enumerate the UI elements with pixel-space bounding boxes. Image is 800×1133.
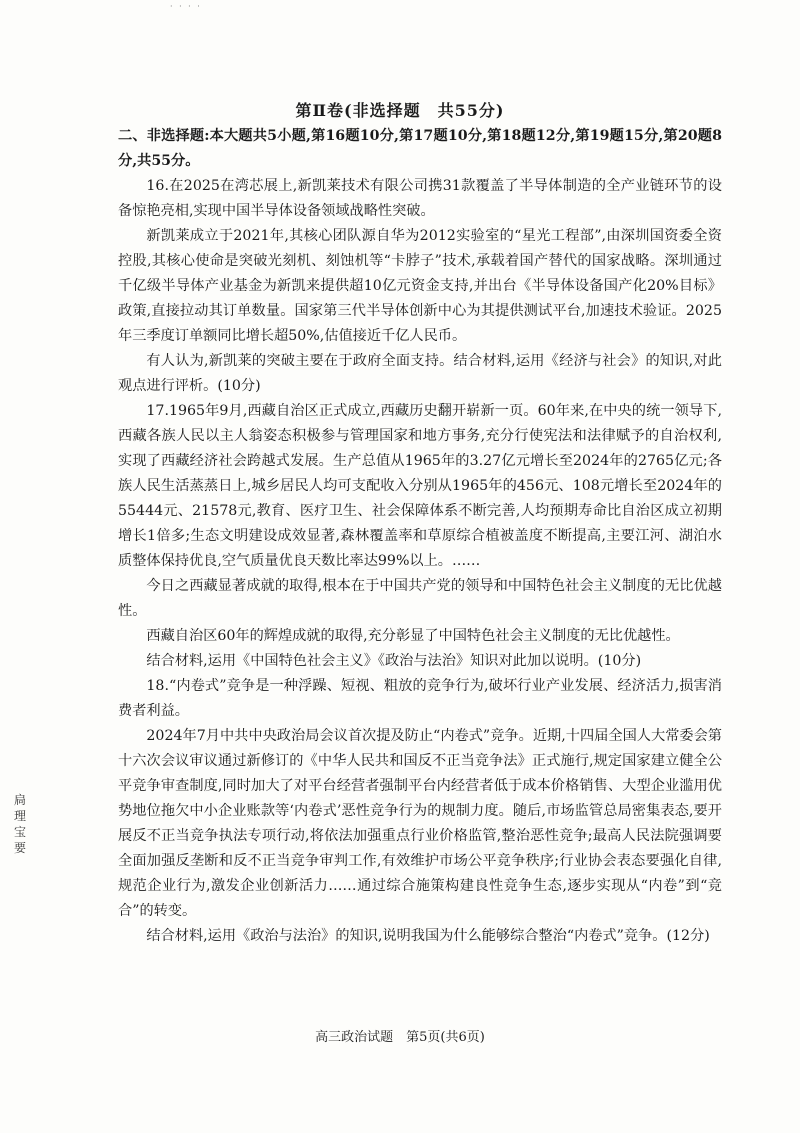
q18-intro: 18.“内卷式”竞争是一种浮躁、短视、粗放的竞争行为,破坏行业产业发展、经济活力,损害消费者利益。 [118,678,722,719]
q17-para2: 今日之西藏显著成就的取得,根本在于中国共产党的领导和中国特色社会主义制度的无比优越性。 [118,578,722,619]
top-mark: · · · · [170,2,202,11]
page-footer: 高三政治试题 第5页(共6页) [315,1030,485,1045]
q17-para3: 西藏自治区60年的辉煌成就的取得,充分彰显了中国特色社会主义制度的无比优越性。 [146,628,680,644]
q18-material: 2024年7月中共中央政治局会议首次提及防止“内卷式”竞争。近期,十四届全国人大常委会第十六次会议审议通过新修订的《中华人民共和国反不正当竞争法》正式施行,规定国家建立健全公平竞争审查制度,同时加大了对平台经营者强制平台内经营者低于成本价格销售、大型企业滥用优势地位拖欠中小企业账款等‘内卷式’恶性竞争行为的规制力度。随后,市场监管总局密集表态,要开展反不正当竞争执法专项行动,将依法加强重点行业价格监管,整治恶性竞争;最高人民法院强调要全面加强反垄断和反不正当竞争审判工作,有效维护市场公平竞争秩序;行业协会表态要强化自律,规范企业行为,激发企业创新活力……通过综合施策构建良性竞争生态,逐步实现从“内卷”到“竞合”的转变。 [118,728,722,919]
exam-content [118,124,722,949]
q18-question: 结合材料,运用《政治与法治》的知识,说明我国为什么能够综合整治“内卷式”竞争。(12分) [146,928,710,944]
q17-intro: 17.1965年9月,西藏自治区正式成立,西藏历史翻开崭新一页。60年来,在中央的统一领导下,西藏各族人民以主人翁姿态积极参与管理国家和地方事务,充分行使宪法和法律赋予的自治权利,实现了西藏经济社会跨越式发展。生产总值从1965年的3.27亿元增长至2024年的2765亿元;各族人民生活蒸蒸日上,城乡居民人均可支配收入分别从1965年的456元、108元增长至2024年的55444元、21578元,教育、医疗卫生、社会保障体系不断完善,人均预期寿命比自治区成立初期增长1倍多;生态文明建设成效显著,森林覆盖率和草原综合植被盖度不断提高,主要江河、湖泊水质整体保持优良,空气质量优良天数比率达99%以上。…… [118,403,722,569]
q16-intro: 16.在2025在湾芯展上,新凯莱技术有限公司携31款覆盖了半导体制造的全产业链环节的设备惊艳亮相,实现中国半导体设备领域战略性突破。 [118,178,722,219]
margin-note: 扃理宝要 [14,793,27,855]
q17-question: 结合材料,运用《中国特色社会主义》《政治与法治》知识对此加以说明。(10分) [146,653,642,669]
instructions: 二、非选择题:本大题共5小题,第16题10分,第17题10分,第18题12分,第19题15分,第20题8分,共55分。 [118,128,722,169]
q16-material: 新凯莱成立于2021年,其核心团队源自华为2012实验室的“星光工程部”,由深圳国资委全资控股,其核心使命是突破光刻机、刻蚀机等“卡脖子”技术,承载着国产替代的国家战略。深圳通过千亿级半导体产业基金为新凯来提供超10亿元资金支持,并出台《半导体设备国产化20%目标》政策,直接拉动其订单数量。国家第三代半导体创新中心为其提供测试平台,加速技术验证。2025年三季度订单额同比增长超50%,估值接近千亿人民币。 [118,228,722,344]
q16-question: 有人认为,新凯莱的突破主要在于政府全面支持。结合材料,运用《经济与社会》的知识,对此观点进行评析。(10分) [118,353,722,394]
section-title: 第Ⅱ卷(非选择题 共55分) [295,101,505,120]
